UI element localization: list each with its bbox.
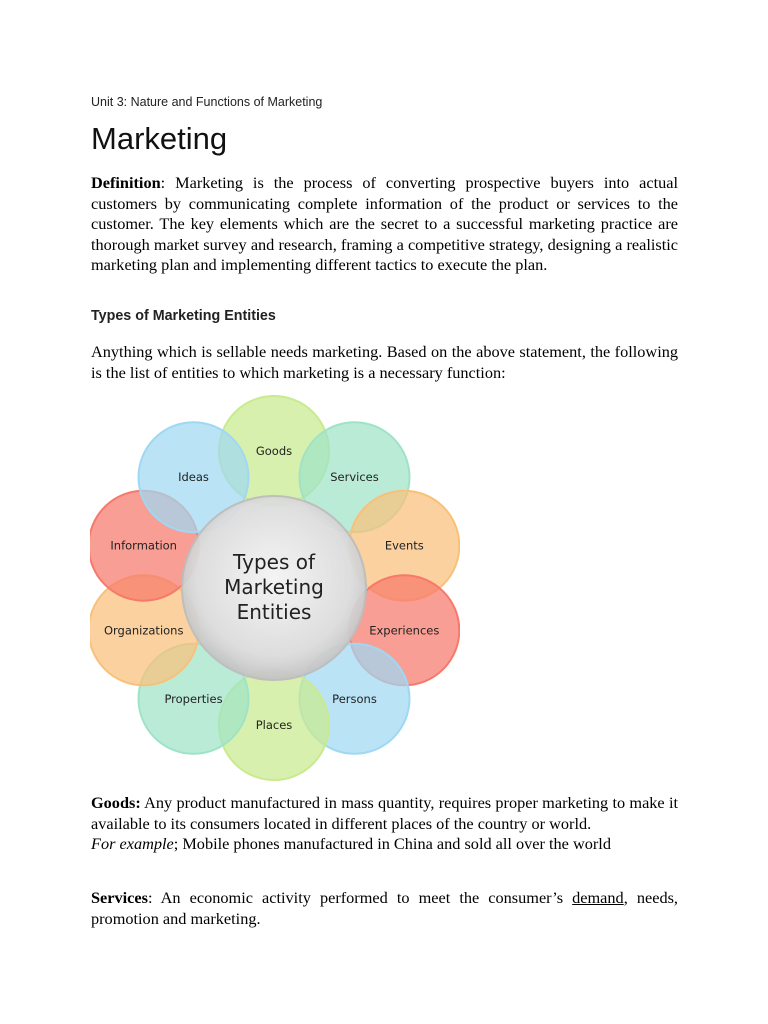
entity-label-experiences: Experiences: [369, 623, 440, 638]
marketing-entities-diagram: [90, 393, 460, 783]
entity-label-properties: Properties: [164, 691, 223, 706]
types-intro-paragraph: Anything which is sellable needs marketing. Based on the above statement, the following is the list of entities to which marketing is a necessary function:: [91, 342, 678, 382]
entity-label-events: Events: [384, 538, 424, 553]
center-label-line-2: Marketing: [224, 575, 324, 599]
entity-label-organizations: Organizations: [103, 623, 184, 638]
definition-text: : Marketing is the process of converting prospective buyers into actual customers by communicating complete information of the product or services to the customer. The key elements which are the secret to a successful marketing practice are thorough market survey and research, framing a competitive strategy, designing a realistic marketing plan and implementing different tactics to execute the plan.: [91, 173, 678, 275]
center-circle: [182, 496, 366, 680]
goods-example-text: ; Mobile phones manufactured in China and sold all over the world: [173, 834, 611, 854]
goods-label: Goods:: [91, 793, 141, 812]
goods-text: Any product manufactured in mass quantity, requires proper marketing to make it available to its consumers located in different places of the country or world.: [91, 793, 678, 833]
goods-example-label: For example: [91, 834, 174, 854]
entity-label-places: Places: [255, 718, 293, 732]
services-text-after: , needs, promotion and marketing.: [91, 888, 678, 928]
services-label: Services: [91, 888, 148, 907]
entity-label-persons: Persons: [332, 691, 377, 706]
types-heading: Types of Marketing Entities: [91, 308, 276, 324]
demand-link[interactable]: demand: [572, 888, 624, 907]
entity-label-ideas: Ideas: [178, 470, 209, 485]
entity-label-information: Information: [110, 538, 177, 553]
entity-label-services: Services: [330, 470, 379, 485]
center-label-line-1: Types of: [233, 550, 315, 574]
unit-header: Unit 3: Nature and Functions of Marketing: [91, 95, 323, 109]
goods-paragraph: [91, 793, 678, 855]
definition-label: Definition: [91, 173, 161, 192]
center-label-line-3: Entities: [236, 600, 312, 624]
entity-label-goods: Goods: [255, 444, 293, 458]
services-text-before: : An economic activity performed to meet the consumer’s: [147, 888, 573, 907]
page-title: Marketing: [91, 121, 228, 156]
definition-paragraph: [91, 173, 678, 276]
services-paragraph: [91, 888, 678, 929]
